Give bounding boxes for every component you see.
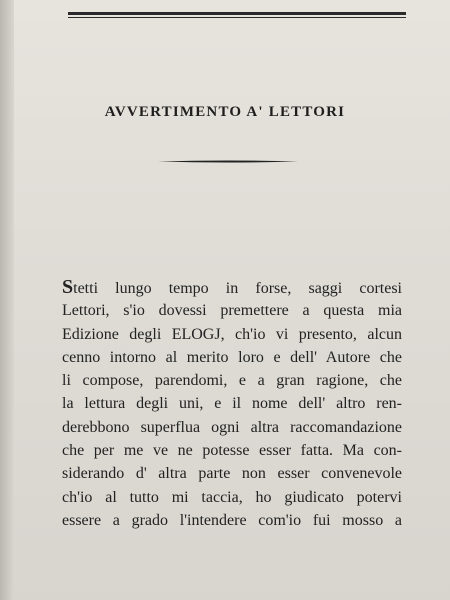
text-line: siderando d' altra parte non esser convenevole bbox=[62, 465, 402, 483]
text-line: Edizione degli ELOGJ, ch'io vi presento, alcun bbox=[62, 325, 402, 343]
ornamental-divider bbox=[158, 160, 298, 163]
text-line: Lettori, s'io dovessi premettere a questa mia bbox=[62, 302, 402, 320]
page-gutter-shadow bbox=[0, 0, 14, 600]
section-heading: AVVERTIMENTO A' LETTORI bbox=[104, 104, 346, 120]
text-line-content: tetti lungo tempo in forse, saggi cortesi bbox=[73, 280, 402, 297]
text-line: li compose, parendomi, e a gran ragione, che bbox=[62, 372, 402, 390]
text-line: che per me ve ne potesse esser fatta. Ma con- bbox=[62, 442, 402, 460]
text-line bbox=[62, 276, 402, 299]
text-line: ch'io al tutto mi taccia, ho giudicato potervi bbox=[62, 488, 402, 506]
text-line: essere a grado l'intendere com'io fui mosso a bbox=[62, 511, 402, 529]
text-line: la lettura degli uni, e il nome dell' altro ren- bbox=[62, 395, 402, 413]
top-double-rule bbox=[68, 12, 406, 18]
drop-cap: S bbox=[62, 276, 74, 298]
body-paragraph bbox=[62, 276, 402, 532]
text-line: derebbono superflua ogni altra raccomandazione bbox=[62, 418, 402, 436]
text-line: cenno intorno al merito loro e dell' Autore che bbox=[62, 348, 402, 366]
